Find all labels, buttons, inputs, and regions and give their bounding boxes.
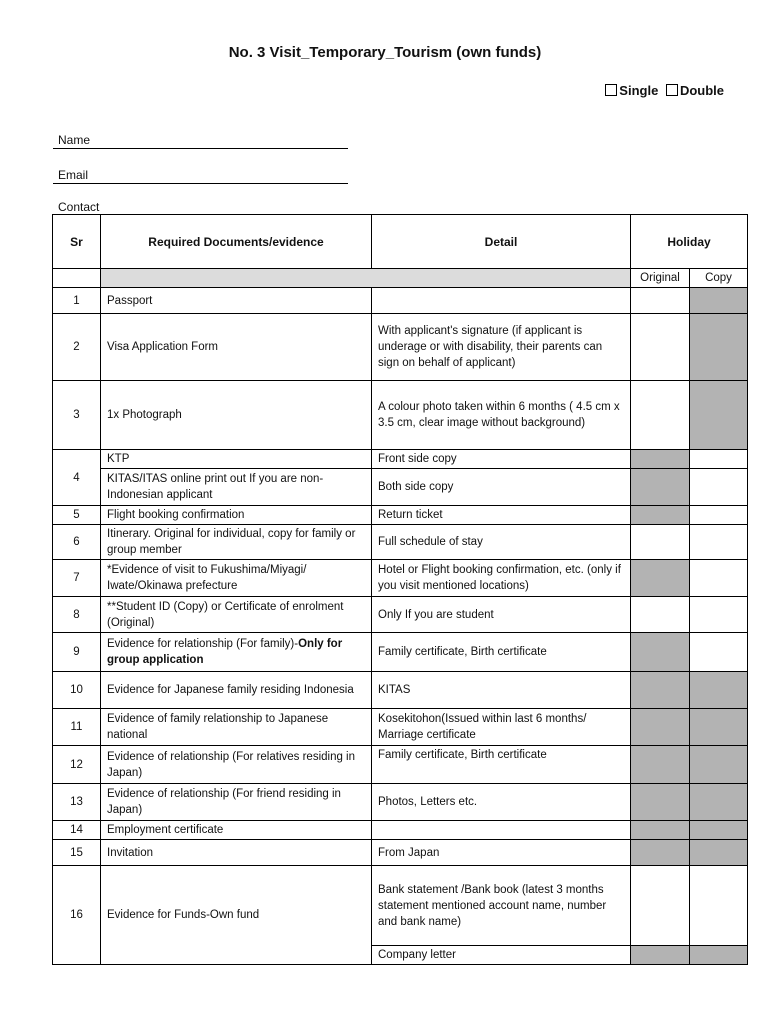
table-row: 3 1x Photograph A colour photo taken within 6 months ( 4.5 cm x 3.5 cm, clear image without background) [53, 381, 748, 450]
table-row: 12 Evidence of relationship (For relatives residing in Japan) Family certificate, Birth certificate [53, 746, 748, 784]
subheader-row [53, 269, 748, 288]
double-label: Double [679, 83, 724, 98]
entry-options [605, 83, 724, 98]
table-row: 1 Passport [53, 288, 748, 314]
table-row: 5 Flight booking confirmation Return ticket [53, 506, 748, 525]
docs-header: Required Documents/evidence [101, 215, 372, 269]
table-row: 11 Evidence of family relationship to Japanese national Kosekitohon(Issued within last 6 months/ Marriage certificate [53, 709, 748, 746]
double-checkbox[interactable] [666, 84, 678, 96]
name-label: Name [58, 133, 91, 147]
table-row: 16 Evidence for Funds-Own fund Bank statement /Bank book (latest 3 months statement mentioned account name, number and bank name) [53, 866, 748, 946]
table-row: 2 Visa Application Form With applicant's signature (if applicant is underage or with disability, their parents can sign on behalf of applicant) [53, 314, 748, 381]
shaded-bar [101, 269, 631, 288]
table-row: 10 Evidence for Japanese family residing Indonesia KITAS [53, 672, 748, 709]
single-checkbox[interactable] [605, 84, 617, 96]
sr-header: Sr [53, 215, 101, 269]
single-label: Single [619, 83, 659, 98]
table-row: 14 Employment certificate [53, 821, 748, 840]
table-row: 8 **Student ID (Copy) or Certificate of enrolment (Original) Only If you are student [53, 597, 748, 633]
copy-header: Copy [690, 269, 748, 288]
email-label: Email [58, 168, 89, 182]
table-row: 6 Itinerary. Original for individual, copy for family or group member Full schedule of stay [53, 525, 748, 560]
table-row: 9 Evidence for relationship (For family)-Only for group application Family certificate, Birth certificate [53, 633, 748, 672]
table-row: 13 Evidence of relationship (For friend residing in Japan) Photos, Letters etc. [53, 784, 748, 821]
table-row: Company letter [53, 946, 748, 965]
holiday-header: Holiday [631, 215, 748, 269]
contact-label: Contact [58, 200, 100, 214]
documents-table [52, 214, 748, 965]
table-row: 7 *Evidence of visit to Fukushima/Miyagi/ Iwate/Okinawa prefecture Hotel or Flight booking confirmation, etc. (only if you visit mentioned locations) [53, 560, 748, 597]
original-header: Original [631, 269, 690, 288]
table-row: 15 Invitation From Japan [53, 840, 748, 866]
header-row [53, 215, 748, 269]
table-row: KITAS/ITAS online print out If you are non-Indonesian applicant Both side copy [53, 469, 748, 506]
page-title: No. 3 Visit_Temporary_Tourism (own funds) [228, 44, 542, 61]
table-row: 4 KTP Front side copy [53, 450, 748, 469]
name-field[interactable] [53, 133, 348, 149]
detail-header: Detail [372, 215, 631, 269]
email-field[interactable] [53, 168, 348, 184]
